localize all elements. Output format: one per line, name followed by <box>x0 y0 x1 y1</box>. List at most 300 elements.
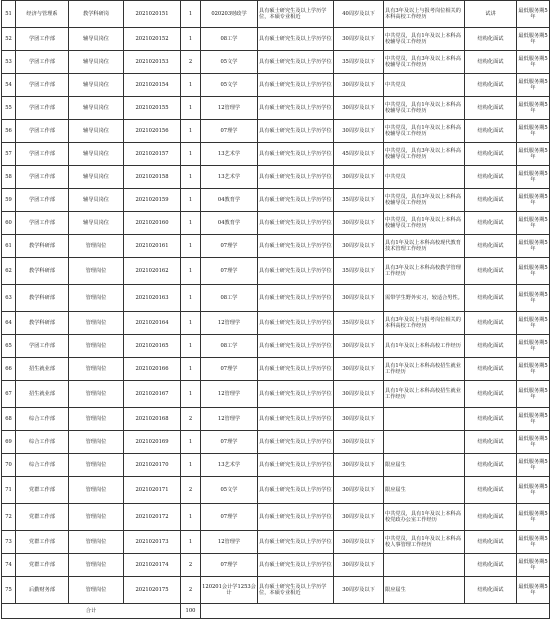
cell-post-code: 2021020174 <box>124 554 181 577</box>
cell-post: 辅导员岗位 <box>69 120 124 143</box>
cell-department: 招生就业部 <box>16 358 69 381</box>
cell-number: 66 <box>2 358 16 381</box>
table-row <box>2 285 550 312</box>
table-row <box>2 120 550 143</box>
cell-hiring-count: 2 <box>181 477 201 504</box>
cell-age: 35周岁及以下 <box>334 51 384 74</box>
cell-other-requirements: 中共党员，具有1年及以上本科高校辅导员工作经历 <box>384 28 465 51</box>
cell-hiring-count: 1 <box>181 1 201 28</box>
cell-post: 辅导员岗位 <box>69 212 124 235</box>
cell-age: 30周岁及以下 <box>334 431 384 454</box>
cell-age: 30周岁及以下 <box>334 97 384 120</box>
cell-post-code: 2021020168 <box>124 408 181 431</box>
cell-post-code: 2021020160 <box>124 212 181 235</box>
cell-number: 70 <box>2 454 16 477</box>
cell-department: 学团工作部 <box>16 120 69 143</box>
cell-major: 08工学 <box>201 28 258 51</box>
cell-service-period: 最低服务期5年 <box>517 143 550 166</box>
cell-age: 30周岁及以下 <box>334 408 384 431</box>
cell-exam-mode: 结构化面试 <box>465 212 517 235</box>
cell-major: 08工学 <box>201 285 258 312</box>
cell-number: 51 <box>2 1 16 28</box>
cell-other-requirements: 具有3年及以上与报考岗位相关的本科高校工作经历 <box>384 1 465 28</box>
cell-number: 59 <box>2 189 16 212</box>
cell-hiring-count: 1 <box>181 28 201 51</box>
cell-exam-mode: 结构化面试 <box>465 554 517 577</box>
cell-post-code: 2021020165 <box>124 335 181 358</box>
cell-department: 招生就业部 <box>16 381 69 408</box>
cell-education: 具有硕士研究生及以上学历学位 <box>258 454 334 477</box>
cell-major: 12管理学 <box>201 381 258 408</box>
cell-post: 管理岗位 <box>69 577 124 604</box>
table-row <box>2 335 550 358</box>
cell-post-code: 2021020163 <box>124 285 181 312</box>
table-row <box>2 477 550 504</box>
cell-number: 57 <box>2 143 16 166</box>
cell-department: 综合工作部 <box>16 431 69 454</box>
cell-exam-mode: 结构化面试 <box>465 358 517 381</box>
table-row <box>2 235 550 258</box>
cell-age: 30周岁及以下 <box>334 335 384 358</box>
cell-department: 经济与管理系 <box>16 1 69 28</box>
cell-major: 07理学 <box>201 431 258 454</box>
cell-post: 管理岗位 <box>69 477 124 504</box>
cell-other-requirements <box>384 431 465 454</box>
cell-service-period: 最低服务期5年 <box>517 554 550 577</box>
cell-hiring-count: 1 <box>181 454 201 477</box>
cell-department: 学团工作部 <box>16 335 69 358</box>
cell-post-code: 2021020154 <box>124 74 181 97</box>
total-blank <box>201 604 550 619</box>
cell-number: 60 <box>2 212 16 235</box>
cell-age: 45周岁及以下 <box>334 143 384 166</box>
cell-other-requirements: 中共党员，具有1年及以上本科高校辅导员工作经历 <box>384 97 465 120</box>
cell-number: 74 <box>2 554 16 577</box>
cell-other-requirements: 中共党员 <box>384 166 465 189</box>
cell-hiring-count: 1 <box>181 531 201 554</box>
cell-exam-mode: 结构化面试 <box>465 312 517 335</box>
cell-hiring-count: 1 <box>181 74 201 97</box>
cell-age: 30周岁及以下 <box>334 235 384 258</box>
cell-exam-mode: 结构化面试 <box>465 381 517 408</box>
cell-department: 学团工作部 <box>16 189 69 212</box>
cell-exam-mode: 试讲 <box>465 1 517 28</box>
cell-department: 党群工作部 <box>16 554 69 577</box>
cell-post-code: 2021020164 <box>124 312 181 335</box>
cell-service-period: 最低服务期5年 <box>517 97 550 120</box>
cell-age: 30周岁及以下 <box>334 531 384 554</box>
table-row <box>2 28 550 51</box>
cell-service-period: 最低服务期5年 <box>517 285 550 312</box>
cell-number: 75 <box>2 577 16 604</box>
cell-education: 具有硕士研究生及以上学历学位 <box>258 28 334 51</box>
cell-age: 30周岁及以下 <box>334 554 384 577</box>
cell-major: 120201会计学1253会计 <box>201 577 258 604</box>
cell-number: 68 <box>2 408 16 431</box>
cell-education: 具有硕士研究生及以上学历学位 <box>258 258 334 285</box>
cell-major: 13艺术学 <box>201 454 258 477</box>
cell-department: 教学科研部 <box>16 258 69 285</box>
cell-exam-mode: 结构化面试 <box>465 577 517 604</box>
cell-number: 71 <box>2 477 16 504</box>
cell-hiring-count: 1 <box>181 120 201 143</box>
cell-education: 具有硕士研究生及以上学历学位 <box>258 212 334 235</box>
cell-post: 管理岗位 <box>69 504 124 531</box>
cell-other-requirements: 中共党员，具有3年及以上本科高校辅导员工作经历 <box>384 189 465 212</box>
cell-service-period: 最低服务期5年 <box>517 408 550 431</box>
cell-education: 具有硕士研究生及以上学历学位 <box>258 408 334 431</box>
cell-other-requirements: 具有1年及以上本科高校招生就业工作经历 <box>384 381 465 408</box>
cell-age: 30周岁及以下 <box>334 381 384 408</box>
cell-education: 具有硕士研究生及以上学历学位 <box>258 431 334 454</box>
table-row <box>2 166 550 189</box>
cell-exam-mode: 结构化面试 <box>465 454 517 477</box>
cell-education: 具有硕士研究生及以上学历学位 <box>258 312 334 335</box>
cell-post: 管理岗位 <box>69 454 124 477</box>
cell-major: 020203财政学 <box>201 1 258 28</box>
cell-education: 具有硕士研究生及以上学历学位 <box>258 554 334 577</box>
cell-post-code: 2021020156 <box>124 120 181 143</box>
cell-hiring-count: 2 <box>181 51 201 74</box>
cell-hiring-count: 1 <box>181 97 201 120</box>
recruitment-table <box>1 0 550 619</box>
cell-post: 辅导员岗位 <box>69 28 124 51</box>
cell-major: 12管理学 <box>201 531 258 554</box>
cell-post-code: 2021020162 <box>124 258 181 285</box>
cell-post: 管理岗位 <box>69 358 124 381</box>
cell-post-code: 2021020167 <box>124 381 181 408</box>
cell-hiring-count: 1 <box>181 381 201 408</box>
cell-service-period: 最低服务期5年 <box>517 335 550 358</box>
cell-exam-mode: 结构化面试 <box>465 74 517 97</box>
cell-age: 30周岁及以下 <box>334 120 384 143</box>
cell-other-requirements: 限应届生 <box>384 477 465 504</box>
cell-education: 具有硕士研究生及以上学历学位 <box>258 531 334 554</box>
cell-other-requirements: 具有1年及以上本科高校现代教育技术管理工作经历 <box>384 235 465 258</box>
cell-exam-mode: 结构化面试 <box>465 285 517 312</box>
cell-post: 管理岗位 <box>69 312 124 335</box>
cell-service-period: 最低服务期5年 <box>517 28 550 51</box>
cell-service-period: 最低服务期5年 <box>517 358 550 381</box>
cell-education: 具有硕士研究生及以上学历学位 <box>258 97 334 120</box>
cell-post: 管理岗位 <box>69 258 124 285</box>
cell-post-code: 2021020166 <box>124 358 181 381</box>
cell-department: 教学科研部 <box>16 285 69 312</box>
cell-education: 具有硕士研究生及以上学历学位 <box>258 358 334 381</box>
cell-hiring-count: 2 <box>181 577 201 604</box>
cell-post: 辅导员岗位 <box>69 74 124 97</box>
cell-major: 07理学 <box>201 120 258 143</box>
cell-major: 07理学 <box>201 235 258 258</box>
cell-hiring-count: 2 <box>181 408 201 431</box>
cell-department: 后勤财务部 <box>16 577 69 604</box>
cell-post: 管理岗位 <box>69 431 124 454</box>
cell-post: 管理岗位 <box>69 554 124 577</box>
cell-service-period: 最低服务期5年 <box>517 235 550 258</box>
cell-service-period: 最低服务期5年 <box>517 577 550 604</box>
cell-education: 具有硕士研究生及以上学历学位 <box>258 143 334 166</box>
cell-post-code: 2021020175 <box>124 577 181 604</box>
cell-other-requirements <box>384 408 465 431</box>
cell-service-period: 最低服务期5年 <box>517 51 550 74</box>
cell-hiring-count: 1 <box>181 285 201 312</box>
cell-post-code: 2021020157 <box>124 143 181 166</box>
cell-exam-mode: 结构化面试 <box>465 431 517 454</box>
cell-other-requirements: 中共党员，具有1年及以上本科高校辅导员工作经历 <box>384 212 465 235</box>
cell-exam-mode: 结构化面试 <box>465 189 517 212</box>
cell-hiring-count: 2 <box>181 554 201 577</box>
cell-post: 管理岗位 <box>69 408 124 431</box>
table-row <box>2 1 550 28</box>
cell-exam-mode: 结构化面试 <box>465 143 517 166</box>
cell-other-requirements: 中共党员 <box>384 74 465 97</box>
cell-hiring-count: 1 <box>181 335 201 358</box>
cell-education: 具有硕士研究生及以上学历学位 <box>258 285 334 312</box>
cell-department: 党群工作部 <box>16 504 69 531</box>
total-value: 100 <box>181 604 201 619</box>
cell-department: 教学科研部 <box>16 312 69 335</box>
cell-exam-mode: 结构化面试 <box>465 531 517 554</box>
cell-major: 07理学 <box>201 504 258 531</box>
cell-hiring-count: 1 <box>181 189 201 212</box>
cell-other-requirements: 需带学生野外实习，较适合男性。 <box>384 285 465 312</box>
cell-hiring-count: 1 <box>181 504 201 531</box>
cell-service-period: 最低服务期5年 <box>517 454 550 477</box>
cell-post: 辅导员岗位 <box>69 166 124 189</box>
cell-number: 73 <box>2 531 16 554</box>
cell-department: 学团工作部 <box>16 143 69 166</box>
cell-service-period: 最低服务期5年 <box>517 531 550 554</box>
table-row <box>2 97 550 120</box>
cell-major: 07理学 <box>201 554 258 577</box>
cell-post-code: 2021020159 <box>124 189 181 212</box>
cell-exam-mode: 结构化面试 <box>465 504 517 531</box>
cell-post-code: 2021020170 <box>124 454 181 477</box>
cell-hiring-count: 1 <box>181 312 201 335</box>
cell-exam-mode: 结构化面试 <box>465 258 517 285</box>
cell-service-period: 最低服务期5年 <box>517 431 550 454</box>
cell-post: 辅导员岗位 <box>69 97 124 120</box>
cell-age: 30周岁及以下 <box>334 285 384 312</box>
cell-department: 学团工作部 <box>16 97 69 120</box>
cell-education: 具有硕士研究生及以上学历学位 <box>258 189 334 212</box>
cell-department: 党群工作部 <box>16 477 69 504</box>
cell-age: 30周岁及以下 <box>334 454 384 477</box>
cell-post-code: 2021020158 <box>124 166 181 189</box>
cell-service-period: 最低服务期5年 <box>517 120 550 143</box>
total-row <box>2 604 550 619</box>
cell-hiring-count: 1 <box>181 166 201 189</box>
cell-post-code: 2021020161 <box>124 235 181 258</box>
cell-exam-mode: 结构化面试 <box>465 51 517 74</box>
cell-education: 具有硕士研究生及以上学历学位，本硕专业相近 <box>258 1 334 28</box>
cell-major: 07理学 <box>201 358 258 381</box>
table-row <box>2 258 550 285</box>
cell-other-requirements: 具有1年及以上本科高校招生就业工作经历 <box>384 358 465 381</box>
cell-age: 35周岁及以下 <box>334 189 384 212</box>
cell-number: 56 <box>2 120 16 143</box>
cell-number: 63 <box>2 285 16 312</box>
cell-post-code: 2021020155 <box>124 97 181 120</box>
cell-number: 58 <box>2 166 16 189</box>
cell-service-period: 最低服务期5年 <box>517 477 550 504</box>
cell-age: 30周岁及以下 <box>334 28 384 51</box>
cell-service-period: 最低服务期5年 <box>517 381 550 408</box>
cell-post-code: 2021020171 <box>124 477 181 504</box>
table-body <box>2 1 550 604</box>
cell-hiring-count: 1 <box>181 258 201 285</box>
table-row <box>2 454 550 477</box>
cell-hiring-count: 1 <box>181 235 201 258</box>
cell-other-requirements: 中共党员，具有1年及以上本科高校人事管理工作经历 <box>384 531 465 554</box>
table-row <box>2 577 550 604</box>
cell-number: 67 <box>2 381 16 408</box>
cell-hiring-count: 1 <box>181 212 201 235</box>
cell-other-requirements: 中共党员，具有3年及以上本科高校辅导员工作经历 <box>384 143 465 166</box>
cell-major: 05文学 <box>201 51 258 74</box>
cell-age: 30周岁及以下 <box>334 477 384 504</box>
cell-major: 12管理学 <box>201 312 258 335</box>
cell-post: 管理岗位 <box>69 335 124 358</box>
table-row <box>2 381 550 408</box>
cell-department: 教学科研部 <box>16 235 69 258</box>
cell-exam-mode: 结构化面试 <box>465 166 517 189</box>
table-row <box>2 358 550 381</box>
cell-number: 52 <box>2 28 16 51</box>
cell-hiring-count: 1 <box>181 143 201 166</box>
cell-number: 72 <box>2 504 16 531</box>
cell-age: 30周岁及以下 <box>334 166 384 189</box>
cell-age: 35周岁及以下 <box>334 258 384 285</box>
table-row <box>2 143 550 166</box>
cell-other-requirements: 中共党员，具有1年及以上本科高校党政办公室工作经历 <box>384 504 465 531</box>
cell-post: 教学科研岗 <box>69 1 124 28</box>
cell-post: 管理岗位 <box>69 285 124 312</box>
cell-number: 69 <box>2 431 16 454</box>
cell-education: 具有硕士研究生及以上学历学位 <box>258 477 334 504</box>
cell-post-code: 2021020172 <box>124 504 181 531</box>
cell-hiring-count: 1 <box>181 358 201 381</box>
cell-number: 62 <box>2 258 16 285</box>
cell-major: 08工学 <box>201 335 258 358</box>
cell-other-requirements: 具有3年及以上本科高校教学管理工作经历 <box>384 258 465 285</box>
table-row <box>2 408 550 431</box>
table-row <box>2 312 550 335</box>
cell-other-requirements: 具有3年及以上与报考岗位相关的本科高校工作经历 <box>384 312 465 335</box>
table-row <box>2 554 550 577</box>
table-row <box>2 212 550 235</box>
cell-service-period: 最低服务期5年 <box>517 312 550 335</box>
table-row <box>2 74 550 97</box>
table-row <box>2 189 550 212</box>
table-row <box>2 51 550 74</box>
cell-age: 30周岁及以下 <box>334 74 384 97</box>
cell-education: 具有硕士研究生及以上学历学位 <box>258 51 334 74</box>
cell-exam-mode: 结构化面试 <box>465 235 517 258</box>
cell-education: 具有硕士研究生及以上学历学位 <box>258 504 334 531</box>
cell-major: 05文学 <box>201 74 258 97</box>
cell-post-code: 2021020153 <box>124 51 181 74</box>
cell-post-code: 2021020173 <box>124 531 181 554</box>
cell-service-period: 最低服务期5年 <box>517 212 550 235</box>
cell-education: 具有硕士研究生及以上学历学位，本硕专业相近 <box>258 577 334 604</box>
cell-other-requirements: 中共党员，具有1年及以上本科高校辅导员工作经历 <box>384 120 465 143</box>
cell-other-requirements: 限应届生 <box>384 454 465 477</box>
cell-number: 64 <box>2 312 16 335</box>
table-row <box>2 431 550 454</box>
cell-major: 13艺术学 <box>201 166 258 189</box>
cell-education: 具有硕士研究生及以上学历学位 <box>258 74 334 97</box>
cell-post: 辅导员岗位 <box>69 143 124 166</box>
cell-service-period: 最低服务期5年 <box>517 1 550 28</box>
cell-other-requirements: 具有1年及以上本科高校工作经历 <box>384 335 465 358</box>
cell-education: 具有硕士研究生及以上学历学位 <box>258 381 334 408</box>
cell-department: 学团工作部 <box>16 212 69 235</box>
cell-department: 学团工作部 <box>16 166 69 189</box>
cell-education: 具有硕士研究生及以上学历学位 <box>258 235 334 258</box>
cell-age: 30周岁及以下 <box>334 577 384 604</box>
cell-number: 55 <box>2 97 16 120</box>
table-row <box>2 531 550 554</box>
cell-post-code: 2021020151 <box>124 1 181 28</box>
table-row <box>2 504 550 531</box>
cell-service-period: 最低服务期5年 <box>517 504 550 531</box>
cell-department: 学团工作部 <box>16 51 69 74</box>
cell-post: 管理岗位 <box>69 531 124 554</box>
cell-major: 12管理学 <box>201 408 258 431</box>
cell-number: 54 <box>2 74 16 97</box>
cell-exam-mode: 结构化面试 <box>465 408 517 431</box>
cell-age: 35周岁及以下 <box>334 312 384 335</box>
cell-post-code: 2021020152 <box>124 28 181 51</box>
cell-exam-mode: 结构化面试 <box>465 28 517 51</box>
cell-age: 30周岁及以下 <box>334 358 384 381</box>
cell-service-period: 最低服务期5年 <box>517 258 550 285</box>
cell-post: 辅导员岗位 <box>69 51 124 74</box>
cell-other-requirements: 限应届生 <box>384 577 465 604</box>
cell-post: 管理岗位 <box>69 381 124 408</box>
cell-other-requirements: 中共党员，具有3年及以上本科高校辅导员工作经历 <box>384 51 465 74</box>
cell-service-period: 最低服务期5年 <box>517 166 550 189</box>
cell-service-period: 最低服务期5年 <box>517 74 550 97</box>
cell-department: 党群工作部 <box>16 531 69 554</box>
cell-major: 04教育学 <box>201 212 258 235</box>
cell-age: 40周岁及以下 <box>334 1 384 28</box>
cell-exam-mode: 结构化面试 <box>465 335 517 358</box>
cell-age: 30周岁及以下 <box>334 212 384 235</box>
cell-service-period: 最低服务期5年 <box>517 189 550 212</box>
cell-number: 61 <box>2 235 16 258</box>
cell-other-requirements <box>384 554 465 577</box>
cell-major: 12管理学 <box>201 97 258 120</box>
cell-education: 具有硕士研究生及以上学历学位 <box>258 120 334 143</box>
cell-major: 05文学 <box>201 477 258 504</box>
cell-major: 04教育学 <box>201 189 258 212</box>
cell-exam-mode: 结构化面试 <box>465 477 517 504</box>
cell-hiring-count: 1 <box>181 431 201 454</box>
cell-exam-mode: 结构化面试 <box>465 97 517 120</box>
cell-post: 辅导员岗位 <box>69 189 124 212</box>
cell-exam-mode: 结构化面试 <box>465 120 517 143</box>
cell-major: 07理学 <box>201 258 258 285</box>
cell-department: 综合工作部 <box>16 408 69 431</box>
cell-major: 13艺术学 <box>201 143 258 166</box>
cell-number: 53 <box>2 51 16 74</box>
cell-post: 管理岗位 <box>69 235 124 258</box>
cell-department: 综合工作部 <box>16 454 69 477</box>
cell-department: 学团工作部 <box>16 28 69 51</box>
cell-number: 65 <box>2 335 16 358</box>
